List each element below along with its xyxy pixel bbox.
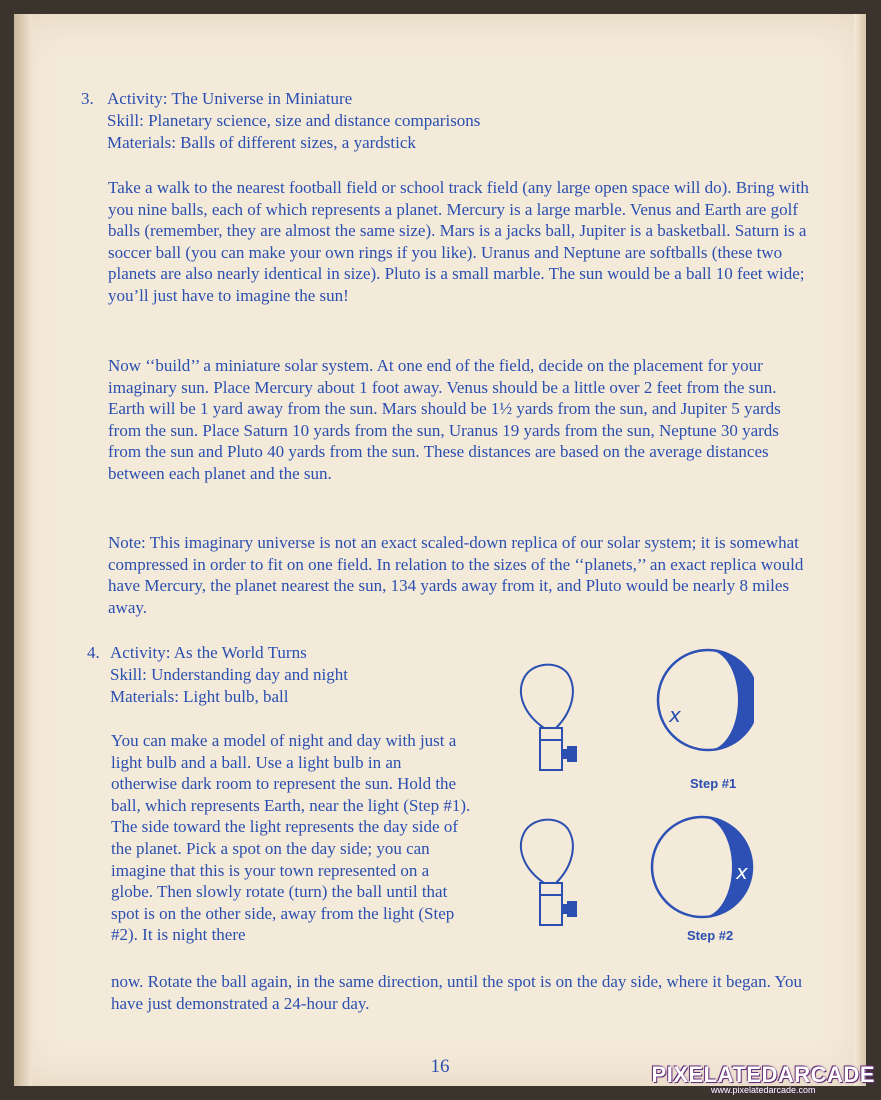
page-number: 16: [430, 1056, 450, 1077]
activity-3-title: Activity: The Universe in Miniature: [107, 89, 353, 108]
step-2-illustration: [494, 799, 754, 949]
watermark-url: www.pixelatedarcade.com: [710, 1085, 816, 1095]
activity-3-materials: Materials: Balls of different sizes, a yardstick: [107, 133, 416, 152]
activity-3-paragraph-2: Now ‘‘build’’ a miniature solar system. At one end of the field, decide on the placement for your imaginary sun. Place Mercury about 1 foot away. Venus should be a little over 2 feet from the sun. Earth will be 1 yard away from the sun. Mars should be 1½ yards from the sun, and Jupiter 5 yards from the sun. Place Saturn 10 yards from the sun, Uranus 19 yards from the sun, Neptune 30 yards from the sun and Pluto 40 yards from the sun. These distances are based on the average distances between each planet and the sun.: [108, 356, 781, 483]
activity-4-title: Activity: As the World Turns: [110, 643, 307, 662]
watermark: [652, 1062, 875, 1095]
watermark-name: PIXELATEDARCADE: [651, 1062, 875, 1087]
activity-3-skill: Skill: Planetary science, size and distance comparisons: [107, 111, 481, 130]
light-bulb-icon: [521, 820, 576, 925]
activity-3-paragraph-1: Take a walk to the nearest football field or school track field (any large open space will do). Bring with you nine balls, each of which represents a planet. Mercury is a large marble. Venus and Earth are golf balls (remember, they are almost the same size). Mars is a jacks ball, Jupiter is a basketball. Saturn is a soccer ball (you can make your own rings if you like). Uranus and Neptune are softballs (these two planets are also nearly identical in size). Pluto is a small marble. The sun would be a ball 10 feet wide; you’ll just have to imagine the sun!: [108, 178, 809, 305]
activity-4-paragraph-end: now. Rotate the ball again, in the same direction, until the spot is on the day side, where it began. You have just demonstrated a 24-hour day.: [111, 972, 803, 1013]
earth-ball-day-side: [658, 650, 754, 750]
activity-3-paragraph-3: Note: This imaginary universe is not an exact scaled-down replica of our solar system; it is somewhat compressed in order to fit on one field. In relation to the sizes of the ‘‘planets,’’ an exact replica would have Mercury, the planet nearest the sun, 134 yards away from it, and Pluto would be nearly 8 miles away.: [108, 533, 804, 617]
page-edge: [854, 14, 866, 1086]
page-binding-shadow: [14, 14, 32, 1086]
activity-4-number: 4.: [87, 643, 100, 662]
activity-4-skill: Skill: Understanding day and night: [110, 665, 348, 684]
activity-3-number: 3.: [81, 89, 94, 108]
spot-mark-day: x: [669, 703, 681, 727]
step-2-caption: Step #2: [687, 928, 734, 943]
activity-4-paragraph: You can make a model of night and day with just a light bulb and a ball. Use a light bulb in an otherwise dark room to represent the sun. Hold the ball, which represents Earth, near the light (Step #1). The side toward the light represents the day side of the planet. Pick a spot on the day side; you can imagine that this is your town represented on a globe. Then slowly rotate (turn) the ball until that spot is on the other side, away from the light (Step #2). It is night there: [111, 731, 471, 945]
booklet-page: [14, 14, 866, 1086]
light-bulb-icon: [521, 665, 576, 770]
activity-4-materials: Materials: Light bulb, ball: [110, 687, 289, 706]
spot-mark-night: x: [736, 860, 748, 884]
step-1-caption: Step #1: [690, 776, 737, 791]
